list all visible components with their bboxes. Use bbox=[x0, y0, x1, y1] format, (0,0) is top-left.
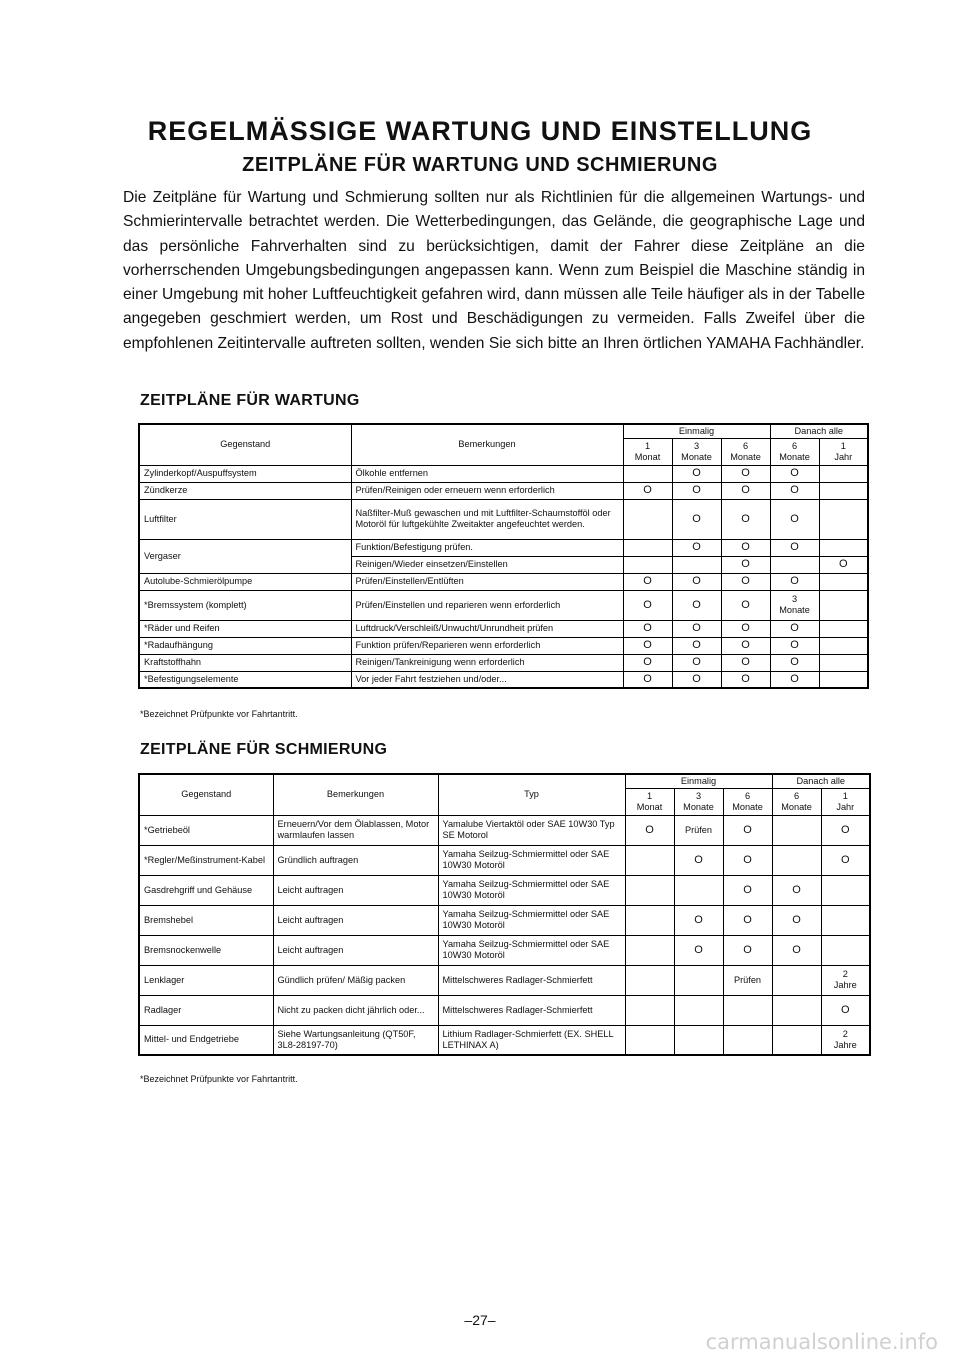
interval-cell: O bbox=[674, 905, 723, 935]
typ-cell: Yamaha Seilzug-Schmiermittel oder SAE 10W30 Motoröl bbox=[438, 875, 625, 905]
item-cell: Radlager bbox=[139, 995, 273, 1025]
interval-cell bbox=[674, 1025, 723, 1055]
item-cell: *Regler/Meßinstrument-Kabel bbox=[139, 845, 273, 875]
interval-cell: O bbox=[672, 671, 721, 688]
interval-cell: Prüfen bbox=[674, 815, 723, 845]
typ-cell: Mittelschweres Radlager-Schmierfett bbox=[438, 995, 625, 1025]
period-value: 1 bbox=[646, 790, 653, 801]
table-row bbox=[139, 573, 868, 590]
typ-cell: Yamalube Viertaktöl oder SAE 10W30 Typ SE Motorol bbox=[438, 815, 625, 845]
period-value: 1 bbox=[842, 790, 848, 801]
period-value: 6 bbox=[744, 790, 751, 801]
table-row bbox=[139, 654, 868, 671]
intro-paragraph: Die Zeitpläne für Wartung und Schmierung sollten nur als Richtlinien für die allgemeinen Wartungs- und Schmierintervalle betrachtet werden. Die Wetterbedingungen, das Gelände, die geographische Lage und das persönliche Fahrverhalten sind zu berücksichtigen, damit der Fahrer diese Zeitpläne an die vorherrschenden Umgebungsbedingungen angepassen kann. Wenn zum Beispiel die Maschine ständig in einer Umgebung mit hoher Luftfeuchtigkeit gefahren wird, dann müssen alle Teile häufiger als in der Tabelle angegeben geschmiert werden, um Rost und Beschädigungen zu vermeiden. Falls Zweifel über die empfohlenen Zeitintervalle auftreten sollten, wenden Sie sich bitte an Ihren örtlichen YAMAHA Fachhändler. bbox=[123, 189, 865, 352]
item-cell: Mittel- und Endgetriebe bbox=[139, 1025, 273, 1055]
note-cell: Leicht auftragen bbox=[273, 875, 438, 905]
interval-cell bbox=[819, 539, 868, 556]
interval-cell bbox=[819, 654, 868, 671]
interval-cell: O bbox=[721, 590, 770, 620]
interval-cell bbox=[821, 875, 870, 905]
note-cell: Reinigen/Tankreinigung wenn erforderlich bbox=[351, 654, 623, 671]
interval-cell bbox=[623, 539, 672, 556]
interval-cell: O bbox=[772, 905, 821, 935]
header-gegenstand: Gegenstand bbox=[139, 424, 351, 465]
interval-cell bbox=[625, 1025, 674, 1055]
note-cell: Gründlich auftragen bbox=[273, 845, 438, 875]
note-cell: Funktion/Befestigung prüfen. bbox=[351, 539, 623, 556]
interval-cell: O bbox=[672, 499, 721, 539]
period-unit: Monate bbox=[781, 801, 812, 812]
item-cell: Bremshebel bbox=[139, 905, 273, 935]
header-bemerkungen: Bemerkungen bbox=[351, 424, 623, 465]
schmierung-table bbox=[138, 773, 871, 1056]
wartung-table bbox=[138, 423, 869, 689]
period-value: 3 bbox=[695, 790, 702, 801]
note-cell: Gündlich prüfen/ Mäßig packen bbox=[273, 965, 438, 995]
period-unit: Monate bbox=[730, 451, 761, 462]
wartung-heading: ZEITPLÄNE FÜR WARTUNG bbox=[140, 392, 360, 409]
interval-value: 2 bbox=[842, 969, 848, 979]
interval-cell bbox=[819, 637, 868, 654]
note-cell: Prüfen/Reinigen oder erneuern wenn erforderlich bbox=[351, 482, 623, 499]
interval-cell: O bbox=[821, 845, 870, 875]
item-cell: *Getriebeöl bbox=[139, 815, 273, 845]
item-cell: *Bremssystem (komplett) bbox=[139, 590, 351, 620]
watermark-text: carmanualsonline.info bbox=[705, 1330, 938, 1354]
interval-cell bbox=[772, 845, 821, 875]
interval-cell: O bbox=[623, 620, 672, 637]
interval-cell: O bbox=[821, 815, 870, 845]
note-cell: Luftdruck/Verschleiß/Unwucht/Unrundheit prüfen bbox=[351, 620, 623, 637]
interval-cell: O bbox=[723, 905, 772, 935]
interval-cell: O bbox=[721, 465, 770, 482]
table-row bbox=[139, 965, 870, 995]
header-danach: Danach alle bbox=[770, 424, 868, 438]
interval-cell: O bbox=[770, 654, 819, 671]
table-row bbox=[139, 499, 868, 539]
interval-cell: O bbox=[672, 539, 721, 556]
schmierung-footnote: *Bezeichnet Prüfpunkte vor Fahrtantritt. bbox=[140, 1074, 298, 1084]
header-typ: Typ bbox=[438, 774, 625, 815]
interval-cell: O bbox=[770, 620, 819, 637]
item-cell: Vergaser bbox=[139, 539, 351, 573]
interval-cell bbox=[821, 905, 870, 935]
interval-cell: O bbox=[623, 573, 672, 590]
note-cell: Nicht zu packen dicht jährlich oder... bbox=[273, 995, 438, 1025]
note-cell: Naßfilter-Muß gewaschen und mit Luftfilter-Schaumstofföl oder Motoröl für luftgekühlte Zweitakter angefeuchtet werden. bbox=[351, 499, 623, 539]
table-row bbox=[139, 1025, 870, 1055]
page-subtitle: ZEITPLÄNE FÜR WARTUNG UND SCHMIERUNG bbox=[242, 154, 718, 176]
typ-cell: Mittelschweres Radlager-Schmierfett bbox=[438, 965, 625, 995]
typ-cell: Yamaha Seilzug-Schmiermittel oder SAE 10W30 Motoröl bbox=[438, 845, 625, 875]
period-unit: Jahr bbox=[834, 451, 853, 462]
typ-cell: Yamaha Seilzug-Schmiermittel oder SAE 10W30 Motoröl bbox=[438, 905, 625, 935]
interval-cell bbox=[772, 1025, 821, 1055]
period-unit: Monat bbox=[634, 451, 661, 462]
header-gegenstand: Gegenstand bbox=[139, 774, 273, 815]
table-row bbox=[139, 935, 870, 965]
interval-cell bbox=[625, 845, 674, 875]
period-unit: Monate bbox=[681, 451, 712, 462]
note-cell: Prüfen/Einstellen und reparieren wenn erforderlich bbox=[351, 590, 623, 620]
wartung-footnote: *Bezeichnet Prüfpunkte vor Fahrtantritt. bbox=[140, 709, 298, 719]
interval-cell: O bbox=[672, 654, 721, 671]
note-cell: Erneuern/Vor dem Ölablassen, Motor warmlaufen lassen bbox=[273, 815, 438, 845]
header-bemerkungen: Bemerkungen bbox=[273, 774, 438, 815]
header-period bbox=[770, 438, 819, 465]
interval-cell: O bbox=[623, 482, 672, 499]
header-period bbox=[623, 438, 672, 465]
interval-cell: O bbox=[623, 590, 672, 620]
typ-cell: Yamaha Seilzug-Schmiermittel oder SAE 10W30 Motoröl bbox=[438, 935, 625, 965]
interval-cell: O bbox=[770, 465, 819, 482]
item-cell: Autolube-Schmierölpumpe bbox=[139, 573, 351, 590]
header-period bbox=[723, 788, 772, 815]
header-period bbox=[672, 438, 721, 465]
table-row bbox=[139, 845, 870, 875]
interval-cell: O bbox=[723, 875, 772, 905]
table-row bbox=[139, 465, 868, 482]
interval-cell bbox=[819, 465, 868, 482]
interval-cell: O bbox=[770, 539, 819, 556]
interval-cell bbox=[674, 995, 723, 1025]
period-unit: Jahr bbox=[836, 801, 855, 812]
interval-cell bbox=[623, 556, 672, 573]
table-row bbox=[139, 590, 868, 620]
period-value: 6 bbox=[791, 440, 798, 451]
table-row bbox=[139, 905, 870, 935]
period-value: 6 bbox=[793, 790, 800, 801]
period-value: 3 bbox=[693, 440, 700, 451]
period-unit: Monate bbox=[779, 451, 810, 462]
interval-cell: O bbox=[674, 935, 723, 965]
page-number: –27– bbox=[464, 1312, 496, 1328]
interval-cell: O bbox=[770, 671, 819, 688]
item-cell: Zylinderkopf/Auspuffsystem bbox=[139, 465, 351, 482]
interval-cell: O bbox=[819, 556, 868, 573]
interval-cell: O bbox=[770, 499, 819, 539]
interval-cell: O bbox=[672, 590, 721, 620]
interval-cell bbox=[819, 499, 868, 539]
header-einmalig: Einmalig bbox=[623, 424, 770, 438]
interval-cell bbox=[772, 815, 821, 845]
interval-cell bbox=[625, 995, 674, 1025]
interval-cell: O bbox=[672, 637, 721, 654]
table-row bbox=[139, 671, 868, 688]
interval-cell: O bbox=[623, 637, 672, 654]
interval-cell: O bbox=[723, 845, 772, 875]
interval-cell bbox=[770, 556, 819, 573]
header-period bbox=[721, 438, 770, 465]
table-row bbox=[139, 539, 868, 556]
interval-cell bbox=[625, 875, 674, 905]
interval-cell: O bbox=[721, 539, 770, 556]
item-cell: *Radaufhängung bbox=[139, 637, 351, 654]
item-cell: Gasdrehgriff und Gehäuse bbox=[139, 875, 273, 905]
note-cell: Prüfen/Einstellen/Entlüften bbox=[351, 573, 623, 590]
interval-cell: O bbox=[721, 620, 770, 637]
interval-cell bbox=[819, 573, 868, 590]
interval-cell: O bbox=[721, 482, 770, 499]
note-cell: Reinigen/Wieder einsetzen/Einstellen bbox=[351, 556, 623, 573]
interval-cell bbox=[819, 590, 868, 620]
note-cell: Ölkohle entfernen bbox=[351, 465, 623, 482]
period-unit: Monate bbox=[683, 801, 714, 812]
interval-value: 2 bbox=[842, 1028, 848, 1039]
schmierung-heading: ZEITPLÄNE FÜR SCHMIERUNG bbox=[140, 741, 388, 758]
period-value: 1 bbox=[644, 440, 651, 451]
interval-cell: O bbox=[721, 499, 770, 539]
interval-cell bbox=[772, 965, 821, 995]
interval-cell: O bbox=[674, 845, 723, 875]
note-cell: Funktion prüfen/Reparieren wenn erforderlich bbox=[351, 637, 623, 654]
interval-cell: O bbox=[721, 654, 770, 671]
interval-cell bbox=[625, 935, 674, 965]
interval-cell bbox=[672, 556, 721, 573]
item-cell: *Räder und Reifen bbox=[139, 620, 351, 637]
interval-cell: O bbox=[672, 482, 721, 499]
period-unit: Monat bbox=[636, 801, 663, 812]
period-value: 6 bbox=[742, 440, 749, 451]
interval-cell bbox=[674, 965, 723, 995]
interval-cell bbox=[623, 465, 672, 482]
typ-cell: Lithium Radlager-Schmierfett (EX. SHELL LETHINAX A) bbox=[438, 1025, 625, 1055]
interval-cell bbox=[819, 620, 868, 637]
table-row bbox=[139, 815, 870, 845]
interval-cell: O bbox=[672, 465, 721, 482]
header-einmalig: Einmalig bbox=[625, 774, 772, 788]
period-unit: Monate bbox=[732, 801, 763, 812]
header-period bbox=[772, 788, 821, 815]
item-cell: Bremsnockenwelle bbox=[139, 935, 273, 965]
interval-cell bbox=[723, 995, 772, 1025]
interval-cell bbox=[625, 965, 674, 995]
interval-cell: O bbox=[770, 573, 819, 590]
interval-cell: O bbox=[623, 671, 672, 688]
interval-cell: O bbox=[723, 815, 772, 845]
header-period bbox=[625, 788, 674, 815]
header-period bbox=[819, 438, 868, 465]
interval-cell bbox=[819, 482, 868, 499]
interval-unit: Jahre bbox=[833, 1039, 857, 1050]
interval-cell bbox=[770, 590, 819, 620]
interval-cell: O bbox=[721, 671, 770, 688]
interval-cell: O bbox=[625, 815, 674, 845]
interval-cell: O bbox=[772, 935, 821, 965]
interval-cell: O bbox=[770, 637, 819, 654]
interval-cell: O bbox=[721, 637, 770, 654]
interval-unit: Monate bbox=[779, 605, 810, 615]
interval-cell: O bbox=[772, 875, 821, 905]
interval-unit: Jahre bbox=[833, 980, 857, 990]
interval-cell: O bbox=[721, 573, 770, 590]
interval-cell: O bbox=[821, 995, 870, 1025]
interval-cell bbox=[625, 905, 674, 935]
item-cell: *Befestigungselemente bbox=[139, 671, 351, 688]
note-cell: Vor jeder Fahrt festziehen und/oder... bbox=[351, 671, 623, 688]
table-row bbox=[139, 637, 868, 654]
item-cell: Kraftstoffhahn bbox=[139, 654, 351, 671]
period-value: 1 bbox=[840, 440, 846, 451]
item-cell: Zündkerze bbox=[139, 482, 351, 499]
table-row bbox=[139, 620, 868, 637]
header-period bbox=[674, 788, 723, 815]
table-row bbox=[139, 875, 870, 905]
interval-cell bbox=[821, 1025, 870, 1055]
note-cell: Leicht auftragen bbox=[273, 935, 438, 965]
interval-cell: O bbox=[672, 620, 721, 637]
interval-cell bbox=[772, 995, 821, 1025]
table-row bbox=[139, 482, 868, 499]
header-danach: Danach alle bbox=[772, 774, 870, 788]
interval-value: 3 bbox=[791, 594, 798, 604]
item-cell: Luftfilter bbox=[139, 499, 351, 539]
interval-cell bbox=[674, 875, 723, 905]
interval-cell: Prüfen bbox=[723, 965, 772, 995]
note-cell: Siehe Wartungsanleitung (QT50F, 3L8-28197-70) bbox=[273, 1025, 438, 1055]
interval-cell: O bbox=[770, 482, 819, 499]
interval-cell: O bbox=[723, 935, 772, 965]
item-cell: Lenklager bbox=[139, 965, 273, 995]
interval-cell: O bbox=[623, 654, 672, 671]
header-period bbox=[821, 788, 870, 815]
page-title: REGELMÄSSIGE WARTUNG UND EINSTELLUNG bbox=[147, 116, 813, 146]
interval-cell bbox=[623, 499, 672, 539]
interval-cell bbox=[821, 965, 870, 995]
interval-cell: O bbox=[721, 556, 770, 573]
interval-cell bbox=[819, 671, 868, 688]
note-cell: Leicht auftragen bbox=[273, 905, 438, 935]
interval-cell bbox=[821, 935, 870, 965]
interval-cell: O bbox=[672, 573, 721, 590]
table-row bbox=[139, 995, 870, 1025]
interval-cell bbox=[723, 1025, 772, 1055]
